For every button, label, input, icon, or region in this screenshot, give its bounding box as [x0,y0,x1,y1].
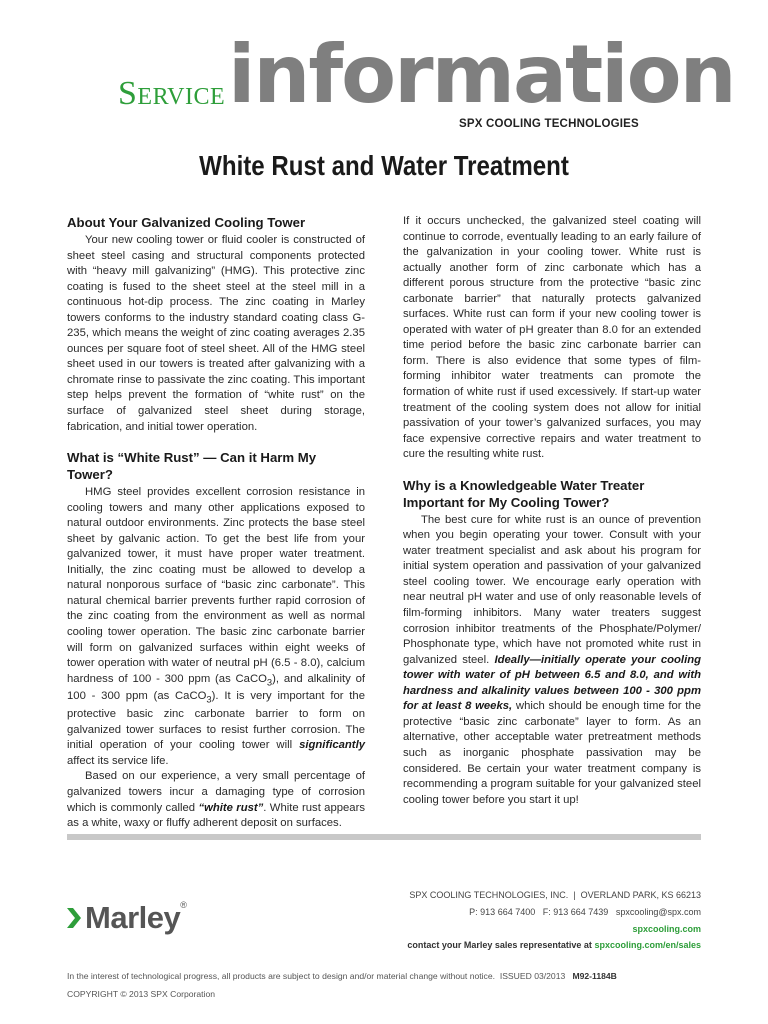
continued-paragraph: If it occurs unchecked, the galvanized steel coating will continue to corrode, eventually leading to an early failure of the galvanization in your cooling tower. White rust is actually another form of zinc carbonate which has a different porous structure from the protective “basic zinc carbonate barrier” that naturally protects galvanized surfaces. White rust can form if your new cooling tower is operated with water of pH greater than 8.0 for an extended time period before the basic zinc carbonate barrier can form. There is also evidence that some types of film-forming inhibitor water treatments can promote the formation of white rust if used excessively. If start-up water treatment of the cooling system does not allow for initial passivation of your tower’s galvanized surfaces, you may face expensive corrective repairs and water treatment to cure the resulting white rust. [403,215,701,461]
why-paragraph: The best cure for white rust is an ounce of prevention when you begin operating your tower. Consult with your water treatment specialist and ask about his program for initial system operation and passivation of your galvanized steel cooling tower. We encourage early operation with near neutral pH water and use of only reasonable levels of film-forming inhibitors. Many water treaters suggest corrosion inhibitor treatments of the Phosphate/Polymer/ Phosphonate type, which have not promoted white rust in galvanized steel. Ideally—initially operate your cooling tower with water of pH between 6.5 and 8.0, and with hardness and alkalinity values between 100 - 300 ppm for at least 8 weeks, which should be enough time for the protective “basic zinc carbonate” layer to form. As an alternative, other acceptable water pretreatment methods such as inorganic phosphate passivation may be considered. Be certain your water treatment company is recommending a program suitable for your galvanized steel cooling tower before you start it up! [403,513,702,806]
what-paragraph-2: Based on our experience, a very small percentage of galvanized towers incur a damaging type of corrosion which is commonly called “white rust”. White rust appears as a white, waxy or fluffy adherent deposit on surfaces. [67,770,366,830]
sales-link[interactable]: spxcooling.com/en/sales [594,940,701,950]
emphasis-ideally: Ideally—initially operate your cooling tower with water of pH between 6.5 and 8.0, and with hardness and alkalinity values between 100 - 300 ppm for at least 8 weeks, [403,653,702,713]
what-paragraph-1: HMG steel provides excellent corrosion resistance in cooling towers and many other applications exposed to natural outdoor environments. Zinc protects the base steel sheet by galvanic action. To get the best life from your galvanized tower, it must have proper water treatment. Initially, the zinc coating must be allowed to develop a natural nonporous surface of “basic zinc carbonate”. This natural chemical barrier prevents further rapid corrosion of the zinc coating from the environment as well as normal cooling tower operation. The basic zinc carbonate barrier will form on galvanized surfaces within eight weeks of tower operation with water of neutral pH (6.5 - 8.0), calcium hardness of 100 - 300 ppm (as CaCO$_3$), and alkalinity of 100 - 300 ppm (as CaCO$_3$). It is very important for the protective basic zinc carbonate barrier to form on galvanized tower surfaces to resist further corrosion. The initial operation of your cooling tower will significantly affect its service life. [67,486,365,767]
issued-date: ISSUED 03/2013 [499,971,566,981]
masthead-service: Service [118,75,226,112]
footer-phone-line [469,907,701,917]
emphasis-white-rust: “white rust” [198,801,264,814]
right-column [403,214,701,808]
legal-notice: In the interest of technological progress, all products are subject to design and/or material change without notice. ISSUED 03/2013 M92-1184B [67,971,617,981]
footer-website[interactable]: spxcooling.com [632,924,701,934]
document-code: M92-1184B [572,971,617,981]
left-column [67,214,365,832]
section-heading-what: What is “White Rust” — Can it Harm My Tower? [67,450,317,483]
document-title: White Rust and Water Treatment [199,150,569,181]
section-heading-why: Why is a Knowledgeable Water Treater Important for My Cooling Tower? [403,477,645,510]
marley-logo: Marley® [67,900,187,936]
emphasis-significantly: significantly [299,739,365,752]
chevron-right-icon [67,908,81,928]
copyright: COPYRIGHT © 2013 SPX Corporation [67,989,216,999]
footer-phone: P: 913 664 7400 [469,907,536,917]
footer-divider [67,834,701,840]
footer-address: SPX COOLING TECHNOLOGIES, INC. | OVERLAND PARK, KS 66213 [409,890,701,900]
footer-fax: F: 913 664 7439 [542,907,609,917]
footer-email[interactable]: spxcooling@spx.com [615,907,701,917]
masthead-information: information [228,28,735,121]
footer-contact-line: contact your Marley sales representative at spxcooling.com/en/sales [407,940,701,950]
section-heading-about: About Your Galvanized Cooling Tower [67,215,306,230]
about-paragraph: Your new cooling tower or fluid cooler is constructed of sheet steel casing and structural components protected with “heavy mill galvanizing” (HMG). This protective zinc coating is fused to the sheet steel at the steel mill in a continuous hot-dip process. The zinc coating in Marley towers conforms to the industry standard coating class G-235, which means the weight of zinc coating averages 2.35 ounces per square foot of steel sheet. All of the HMG steel sheet used in our towers is treated after galvanizing with a chromate rinse to passivate the zinc coating. This important step helps prevent the formation of “white rust” on the surface of galvanized steel sheet during storage, fabrication, and initial tower operation. [67,234,365,433]
masthead-company: SPX COOLING TECHNOLOGIES [459,118,639,130]
